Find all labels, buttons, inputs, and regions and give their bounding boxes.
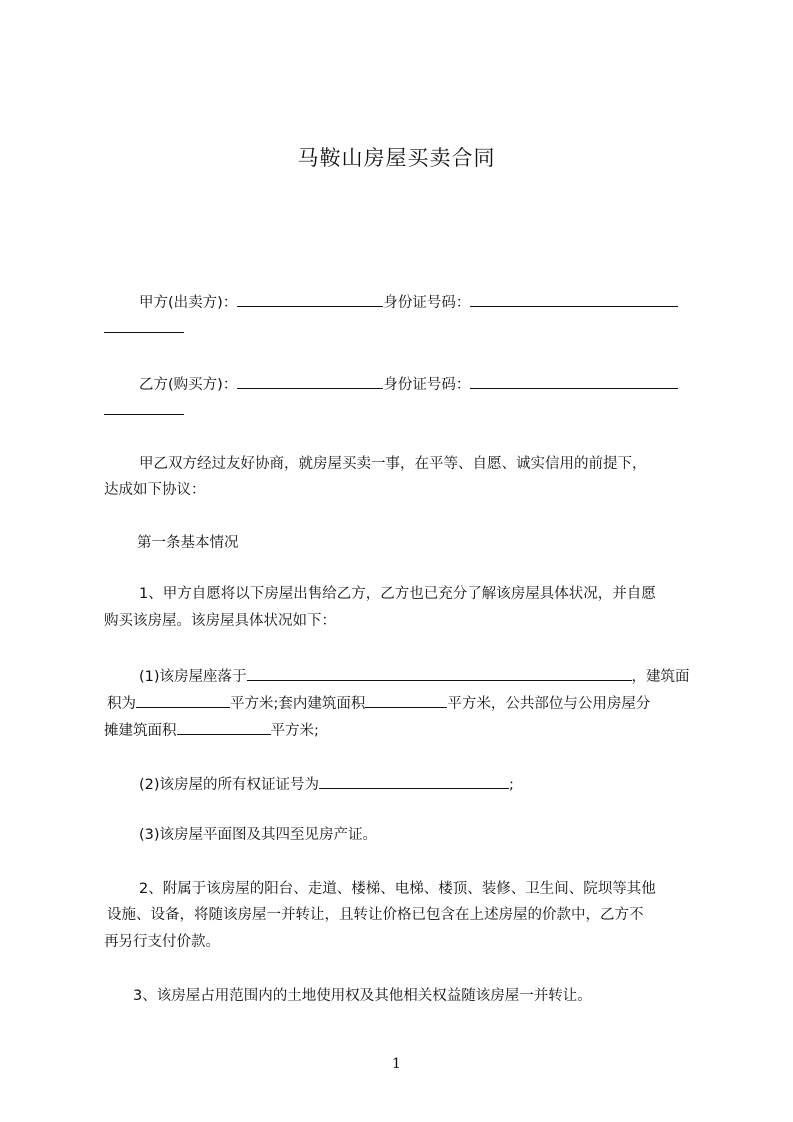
sub-2-line	[139, 774, 514, 794]
area-label: 积为	[107, 696, 136, 712]
page-title: 马鞍山房屋买卖合同	[297, 146, 496, 170]
party-b-name-blank[interactable]	[237, 374, 383, 389]
party-b-line-cont	[104, 400, 184, 420]
page-number: 1	[392, 1056, 401, 1072]
intro-line-1: 甲乙双方经过友好协商，就房屋买卖一事，在平等、自愿、诚实信用的前提下，	[139, 456, 647, 472]
certificate-label: (2)该房屋的所有权证证号为	[139, 777, 320, 793]
party-a-id-blank[interactable]	[470, 292, 678, 307]
sub-3-line: (3)该房屋平面图及其四至见房产证。	[139, 827, 378, 843]
party-a-label: 甲方(出卖方)：	[139, 295, 238, 311]
sub-1-area-label: ，建筑面	[631, 669, 690, 685]
certificate-number-blank[interactable]	[319, 774, 509, 789]
location-blank[interactable]	[247, 666, 632, 681]
party-a-line	[139, 292, 678, 312]
intro-line-2: 达成如下协议：	[104, 482, 206, 498]
shared-building-area-label: 摊建筑面积	[104, 723, 177, 739]
sub-1-line-2	[107, 693, 650, 713]
building-area-blank[interactable]	[136, 693, 230, 708]
article-1-heading: 第一条基本情况	[137, 535, 239, 551]
sub-1-location-label: (1)该房屋座落于	[139, 669, 247, 685]
party-a-name-blank[interactable]	[237, 292, 383, 307]
item-3-line: 3、该房屋占用范围内的土地使用权及其他相关权益随该房屋一并转让。	[133, 988, 592, 1004]
item-1-line-2: 购买该房屋。该房屋具体状况如下：	[104, 613, 336, 629]
inner-area-label: 平方米;套内建筑面积	[230, 696, 366, 712]
party-a-line-cont	[104, 318, 184, 338]
item-2-line-2: 设施、设备，将随该房屋一并转让，且转让价格已包含在上述房屋的价款中，乙方不	[107, 907, 644, 923]
certificate-end: ;	[509, 777, 514, 793]
item-1-line-1: 1、甲方自愿将以下房屋出售给乙方，乙方也已充分了解该房屋具体状况，并自愿	[139, 586, 656, 602]
sub-1-line-3	[104, 720, 319, 740]
party-b-label: 乙方(购买方)：	[139, 377, 238, 393]
party-b-id-label: 身份证号码：	[383, 377, 471, 393]
party-b-id-blank-cont[interactable]	[104, 400, 184, 415]
item-2-line-3: 再另行支付价款。	[104, 934, 220, 950]
sub-1-line-1	[139, 666, 690, 686]
party-b-id-blank[interactable]	[470, 374, 678, 389]
party-a-id-blank-cont[interactable]	[104, 318, 184, 333]
party-a-id-label: 身份证号码：	[383, 295, 471, 311]
party-b-line	[139, 374, 678, 394]
shared-unit-label: 平方米;	[270, 723, 319, 739]
shared-area-blank[interactable]	[177, 720, 271, 735]
inner-area-blank[interactable]	[365, 693, 447, 708]
shared-area-label: 平方米，公共部位与公用房屋分	[447, 696, 651, 712]
item-2-line-1: 2、附属于该房屋的阳台、走道、楼梯、电梯、楼顶、装修、卫生间、院坝等其他	[139, 881, 656, 897]
